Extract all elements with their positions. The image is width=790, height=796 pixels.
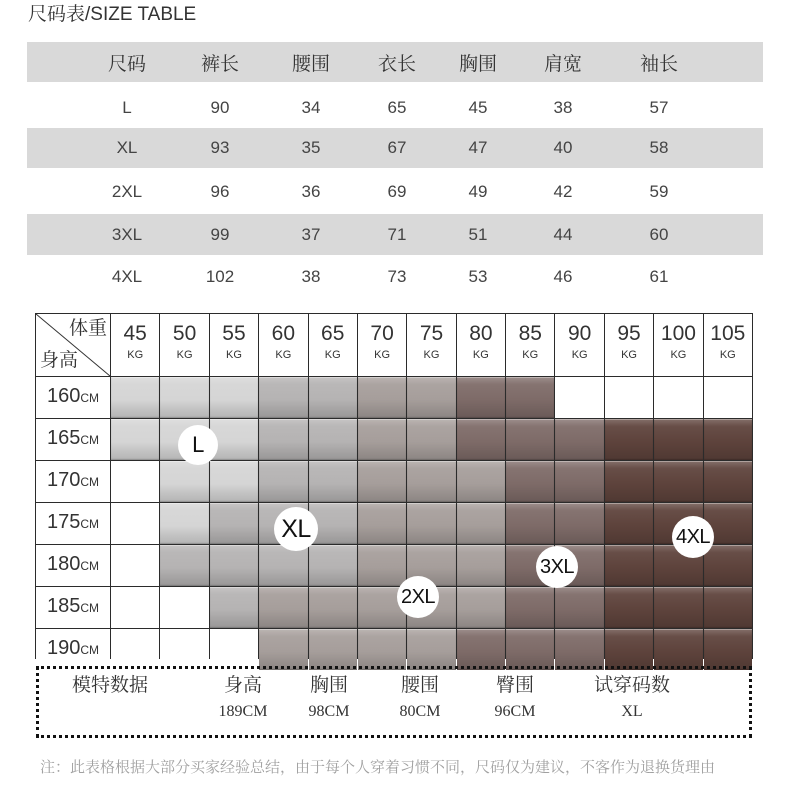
model-data-item [577,673,687,725]
fit-cell-4xl [704,545,752,586]
fit-cell-l [111,377,159,418]
weight-value: 105 [710,322,746,345]
disclaimer-note: 注：此表格根据大部分买家经验总结，由于每个人穿着习惯不同，尺码仅为建议，不客作为退换货理由 [40,759,716,776]
fit-cell-2xl [457,503,505,544]
fit-cell-3xl [506,419,554,460]
measurement-cell: 99 [210,224,230,244]
model-data-value: 96CM [494,703,536,720]
weight-unit: KG [571,349,588,361]
page-title: 尺码表/SIZE TABLE [28,4,197,25]
weight-unit: KG [621,349,637,361]
height-value: 165 [46,427,81,449]
fit-cell-4xl [605,461,653,502]
fit-cell-empty [111,587,159,628]
height-value: 185 [46,595,81,617]
measurement-cell: 57 [649,98,669,117]
weight-value: 50 [172,322,197,345]
fit-cell-4xl [605,419,653,460]
height-value: 190 [46,637,81,659]
fit-cell-empty [555,377,603,418]
model-data-value: 189CM [218,703,268,720]
fit-cell-empty [160,629,208,670]
fit-cell-4xl [605,545,653,586]
weight-unit: KG [522,349,539,361]
fit-cell-2xl [407,503,455,544]
height-row-label [36,377,110,418]
fit-cell-xl [259,419,307,460]
fit-cell-3xl [555,587,603,628]
fit-cell-3xl [506,503,554,544]
fit-cell-empty [210,629,258,670]
model-data-title: 模特数据 [71,675,148,696]
height-unit: CM [80,517,100,531]
fit-cell-4xl [654,419,702,460]
weight-header-cell [457,314,505,376]
fit-cell-xl [259,377,307,418]
fit-cell-3xl [457,419,505,460]
height-unit: CM [80,643,100,657]
model-data-label: 试穿码数 [593,675,670,696]
fit-cell-2xl [259,629,307,670]
fit-cell-2xl [358,461,406,502]
height-unit: CM [80,433,100,447]
fit-cell-3xl [555,629,603,670]
height-row-label [36,461,110,502]
measurement-cell: 46 [553,267,573,286]
fit-cell-l [210,461,258,502]
fit-cell-2xl [457,545,505,586]
fit-cell-empty [704,377,752,418]
weight-unit: KG [423,349,440,361]
model-data-label: 臀围 [495,675,534,696]
measurement-cell: 42 [553,182,573,201]
size-measurement-table [27,42,763,300]
size-zone-label-l: L [178,425,218,465]
model-data-value: 98CM [308,703,350,720]
weight-unit: KG [226,349,242,361]
model-data-item [460,673,570,725]
fit-cell-2xl [259,587,307,628]
weight-header-cell [259,314,307,376]
measurement-cell: 45 [468,98,488,117]
measurement-cell: 53 [468,267,488,286]
size-zone-label-xl: XL [274,507,318,551]
size-code-cell: L [122,98,132,117]
measurement-cell: 61 [649,267,669,286]
size-table-header-cell: 尺码 [107,53,146,75]
size-table-header-cell: 衣长 [377,53,416,75]
fit-cell-4xl [654,587,702,628]
measurement-cell: 73 [387,267,407,286]
fit-cell-empty [605,377,653,418]
weight-header-cell [407,314,455,376]
fit-cell-3xl [457,377,505,418]
size-zone-label-2xl: 2XL [397,576,439,618]
fit-cell-3xl [506,461,554,502]
fit-cell-empty [160,587,208,628]
fit-cell-xl [259,545,307,586]
weight-value: 90 [567,322,592,345]
model-data-box [36,666,752,738]
weight-axis-label: 体重 [68,318,107,339]
fit-cell-2xl [407,419,455,460]
size-table-row [27,88,763,128]
measurement-cell: 35 [301,138,321,157]
fit-cell-3xl [555,503,603,544]
height-unit: CM [80,475,100,489]
fit-cell-2xl [407,377,455,418]
size-code-cell: XL [116,138,138,157]
fit-cell-2xl [358,419,406,460]
weight-unit: KG [670,349,687,361]
height-unit: CM [80,391,100,405]
measurement-cell: 38 [301,267,321,286]
weight-value: 70 [370,322,394,345]
weight-header-cell [210,314,258,376]
weight-unit: KG [324,349,341,361]
size-table-header-cell: 肩宽 [543,53,582,75]
fit-cell-empty [654,377,702,418]
fit-cell-xl [309,419,357,460]
fit-cell-3xl [506,629,554,670]
grid-corner-cell [36,314,110,376]
weight-value: 85 [518,322,542,345]
fit-cell-xl [210,545,258,586]
measurement-cell: 71 [387,224,407,244]
measurement-cell: 69 [387,182,407,201]
fit-cell-4xl [605,503,653,544]
fit-cell-2xl [358,503,406,544]
fit-cell-3xl [555,419,603,460]
size-table-header-cell: 胸围 [458,53,497,75]
fit-cell-3xl [457,629,505,670]
height-value: 160 [46,385,81,407]
size-table-header-cell: 裤长 [200,53,239,75]
size-code-cell: 2XL [111,182,143,201]
fit-cell-xl [160,545,208,586]
weight-value: 80 [469,322,493,345]
height-row-label [36,545,110,586]
model-data-label: 胸围 [309,675,348,696]
fit-cell-xl [210,503,258,544]
fit-cell-2xl [358,545,406,586]
fit-cell-2xl [407,629,455,670]
fit-cell-l [210,377,258,418]
fit-cell-2xl [407,461,455,502]
weight-unit: KG [176,349,193,361]
measurement-cell: 44 [553,224,573,244]
height-value: 180 [46,553,81,575]
measurement-cell: 67 [387,138,407,157]
measurement-cell: 51 [468,224,488,244]
fit-cell-l [160,503,208,544]
measurement-cell: 36 [301,182,321,201]
model-data-label: 身高 [223,675,262,696]
fit-cell-l [111,419,159,460]
fit-cell-3xl [506,587,554,628]
height-weight-fit-grid [35,313,753,659]
weight-header-cell [309,314,357,376]
weight-value: 95 [617,322,641,345]
weight-value: 45 [123,322,147,345]
fit-cell-3xl [555,461,603,502]
size-table-row [27,257,763,297]
size-zone-label-4xl: 4XL [672,516,714,558]
size-code-cell: 4XL [111,267,143,286]
weight-header-cell [111,314,159,376]
fit-cell-2xl [309,629,357,670]
fit-cell-empty [111,503,159,544]
fit-cell-4xl [704,629,752,670]
fit-cell-xl [309,545,357,586]
weight-header-cell [358,314,406,376]
size-zone-label-3xl: 3XL [536,546,578,588]
fit-cell-l [160,377,208,418]
fit-cell-2xl [309,587,357,628]
weight-unit: KG [127,349,144,361]
size-table-row [27,214,763,255]
fit-cell-xl [309,377,357,418]
model-data-value: 80CM [399,703,441,720]
size-table-header-cell: 腰围 [291,53,330,75]
weight-unit: KG [719,349,736,361]
size-table-row [27,128,763,168]
fit-cell-xl [210,587,258,628]
model-data-item [365,673,475,725]
measurement-cell: 47 [468,138,488,157]
fit-cell-4xl [654,629,702,670]
measurement-cell: 58 [649,138,669,157]
fit-cell-2xl [358,629,406,670]
fit-cell-2xl [457,587,505,628]
height-row-label [36,587,110,628]
fit-cell-xl [259,461,307,502]
height-row-label [36,629,110,670]
fit-cell-3xl [506,377,554,418]
fit-cell-empty [111,545,159,586]
weight-value: 60 [271,322,296,345]
measurement-cell: 102 [205,267,235,286]
fit-cell-4xl [654,461,702,502]
size-table-row [27,172,763,212]
fit-cell-l [160,461,208,502]
height-row-label [36,503,110,544]
size-table-header-cell: 袖长 [639,53,678,75]
measurement-cell: 59 [649,182,669,201]
fit-cell-4xl [704,419,752,460]
measurement-cell: 38 [553,98,573,117]
fit-cell-4xl [605,629,653,670]
model-data-value: XL [621,703,643,720]
fit-cell-4xl [704,461,752,502]
fit-cell-empty [111,461,159,502]
weight-header-cell [654,314,702,376]
measurement-cell: 34 [301,98,321,117]
size-code-cell: 3XL [111,224,143,244]
weight-header-cell [506,314,554,376]
weight-header-cell [555,314,603,376]
size-table-header [27,42,763,82]
measurement-cell: 65 [387,98,407,117]
fit-cell-xl [309,461,357,502]
weight-value: 55 [222,322,246,345]
fit-cell-2xl [457,461,505,502]
weight-header-cell [160,314,208,376]
weight-value: 75 [419,322,444,345]
height-axis-label: 身高 [40,350,79,371]
measurement-cell: 90 [210,98,230,117]
weight-value: 100 [660,322,696,345]
fit-cell-4xl [704,587,752,628]
height-row-label [36,419,110,460]
measurement-cell: 93 [210,138,230,157]
weight-unit: KG [472,349,489,361]
measurement-cell: 40 [553,138,573,157]
measurement-cell: 60 [649,224,669,244]
weight-value: 65 [321,322,345,345]
measurement-cell: 37 [301,224,321,244]
weight-unit: KG [275,349,292,361]
height-value: 170 [46,469,81,491]
fit-cell-2xl [358,377,406,418]
height-unit: CM [80,601,100,615]
weight-header-cell [605,314,653,376]
height-value: 175 [46,511,81,533]
measurement-cell: 49 [468,182,488,201]
measurement-cell: 96 [210,182,230,201]
fit-cell-empty [111,629,159,670]
weight-header-cell [704,314,752,376]
weight-unit: KG [374,349,391,361]
model-data-label: 腰围 [400,675,439,696]
fit-cell-4xl [605,587,653,628]
height-unit: CM [80,559,100,573]
